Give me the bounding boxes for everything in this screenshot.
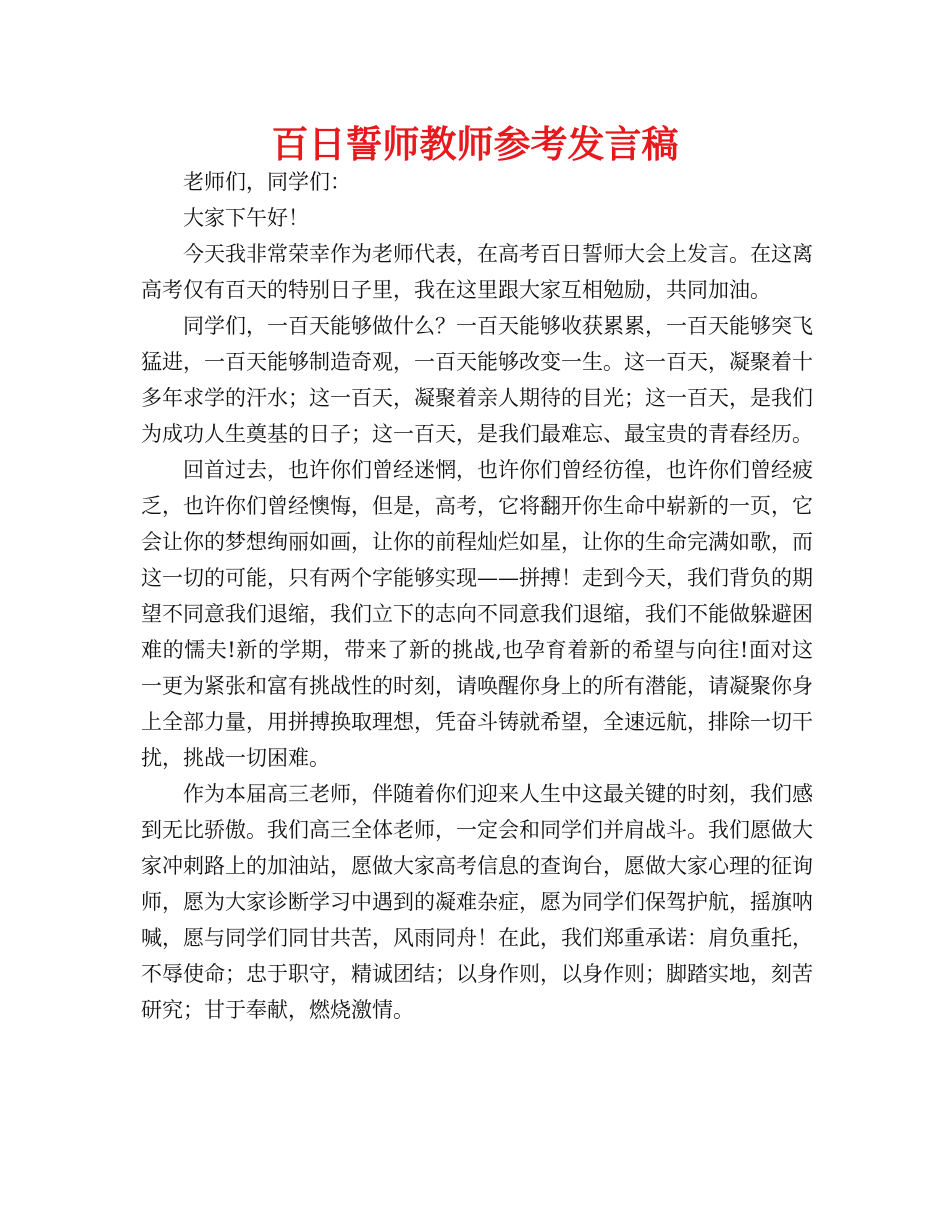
paragraph-looking-back: 回首过去，也许你们曾经迷惘，也许你们曾经彷徨，也许你们曾经疲乏，也许你们曾经懊悔，但是，高考，它将翻开你生命中崭新的一页，它会让你的梦想绚丽如画，让你的前程灿烂如星，让你的生命完满如歌，而这一切的可能，只有两个字能够实现——拼搏！走到今天，我们背负的期望不同意我们退缩，我们立下的志向不同意我们退缩，我们不能做躲避困难的懦夫!新的学期，带来了新的挑战,也孕育着新的希望与向往!面对这一更为紧张和富有挑战性的时刻，请唤醒你身上的所有潜能，请凝聚你身上全部力量，用拼搏换取理想，凭奋斗铸就希望，全速远航，排除一切干扰，挑战一切困难。 — [141, 458, 813, 770]
paragraph-hundred-days: 同学们，一百天能够做什么？一百天能够收获累累，一百天能够突飞猛进，一百天能够制造奇观，一百天能够改变一生。这一百天，凝聚着十多年求学的汗水；这一百天，凝聚着亲人期待的目光；这一百天，是我们为成功人生奠基的日子；这一百天，是我们最难忘、最宝贵的青春经历。 — [141, 314, 813, 446]
paragraph-opening: 今天我非常荣幸作为老师代表，在高考百日誓师大会上发言。在这离高考仅有百天的特别日子里，我在这里跟大家互相勉励，共同加油。 — [141, 242, 813, 302]
greeting: 大家下午好！ — [183, 206, 309, 230]
paragraph-teachers-pledge: 作为本届高三老师，伴随着你们迎来人生中这最关键的时刻，我们感到无比骄傲。我们高三全体老师，一定会和同学们并肩战斗。我们愿做大家冲刺路上的加油站，愿做大家高考信息的查询台，愿做大家心理的征询师，愿为大家诊断学习中遇到的凝难杂症，愿为同学们保驾护航，摇旗呐喊，愿与同学们同甘共苦，风雨同舟！在此，我们郑重承诺：肩负重托，不辱使命；忠于职守，精诚团结；以身作则，以身作则；脚踏实地，刻苦研究；甘于奉献，燃烧激情。 — [141, 782, 813, 1022]
document-title: 百日誓师教师参考发言稿 — [271, 123, 679, 166]
document-body — [141, 164, 813, 1028]
salutation: 老师们，同学们： — [183, 170, 351, 194]
